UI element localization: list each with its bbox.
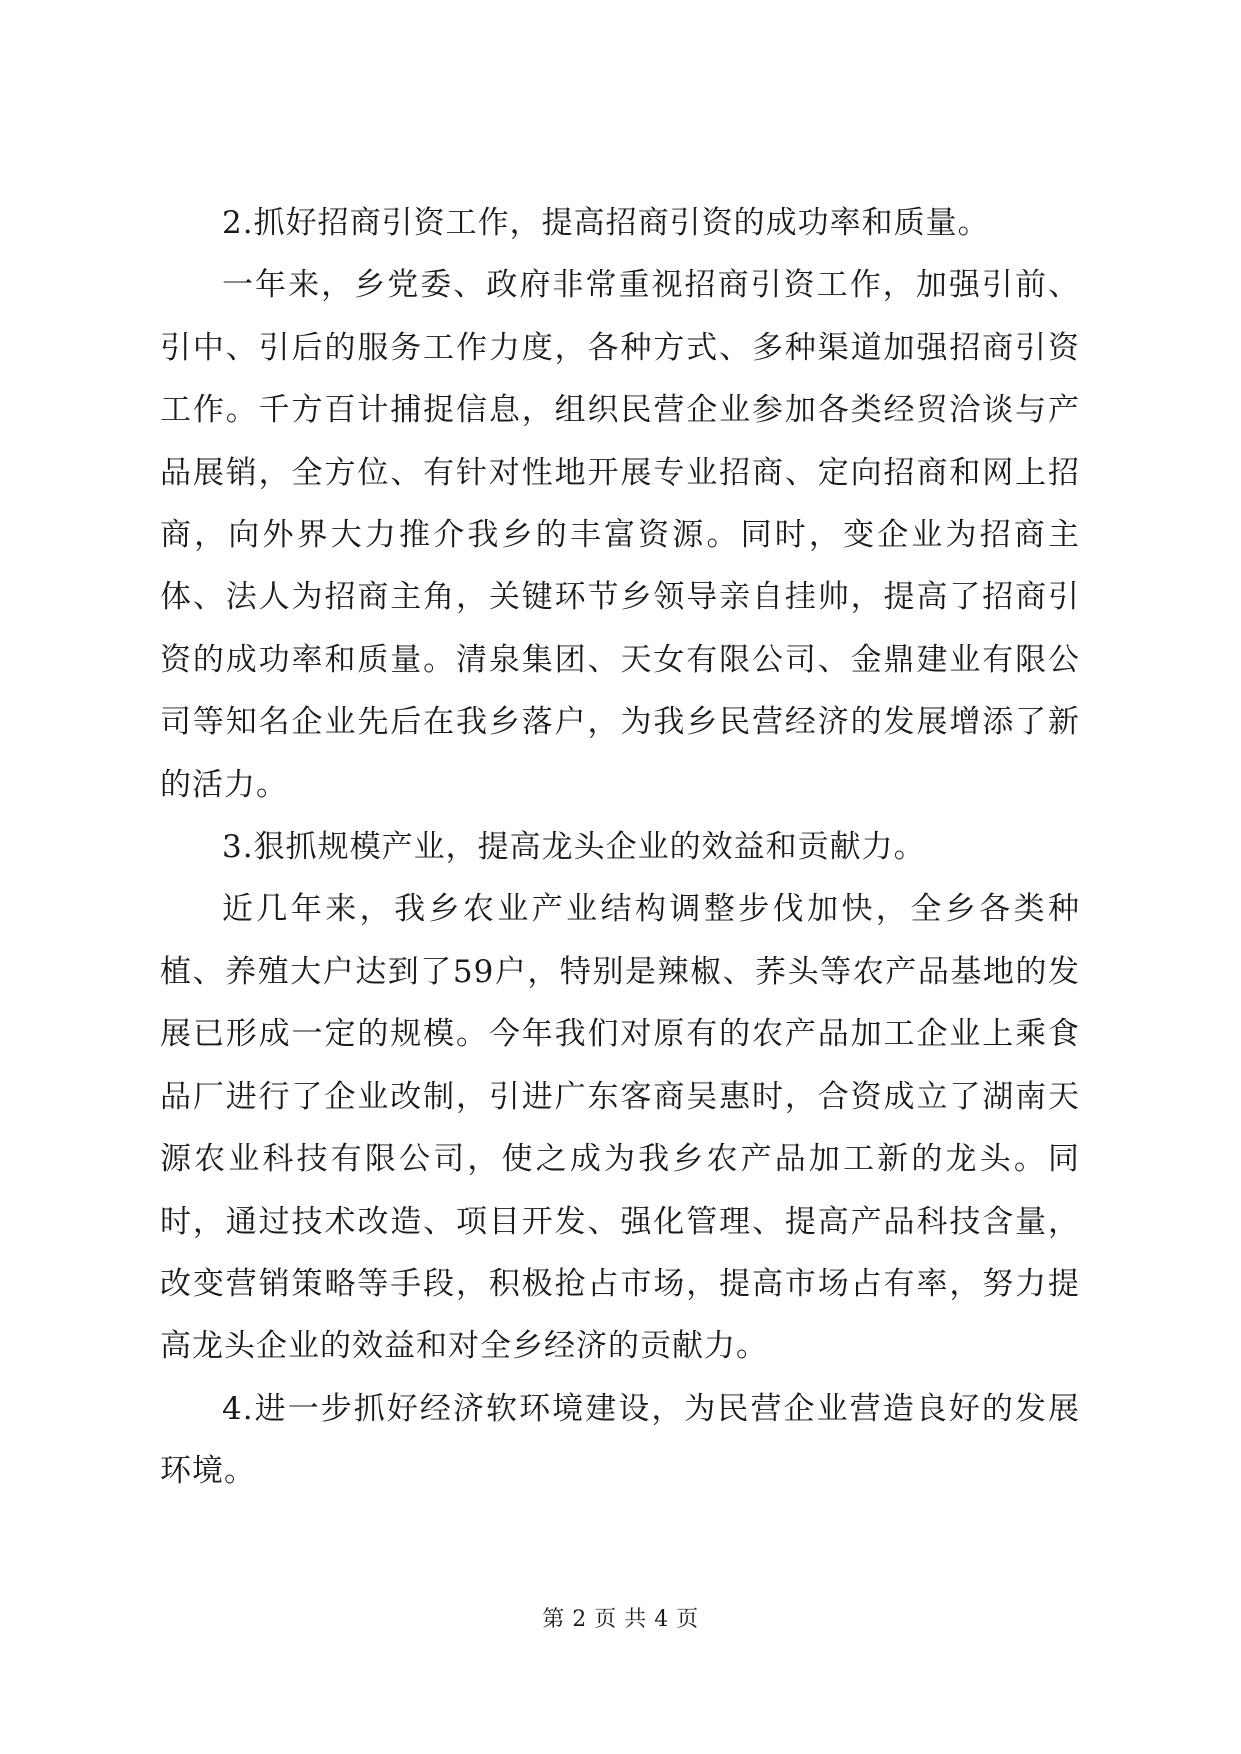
paragraph-heading-3: 3.狠抓规模产业，提高龙头企业的效益和贡献力。 <box>222 829 926 866</box>
page-number-footer: 第 2 页 共 4 页 <box>542 1607 699 1632</box>
paragraph-heading-4: 4.进一步抓好经济软环境建设，为民营企业营造良好的发展环境。 <box>160 1390 1080 1490</box>
paragraph-heading-2: 2.抓好招商引资工作，提高招商引资的成功率和质量。 <box>222 205 990 241</box>
paragraph-investment-work: 一年来，乡党委、政府非常重视招商引资工作，加强引前、引中、引后的服务工作力度，各种方式、多种渠道加强招商引资工作。千方百计捕捉信息，组织民营企业参加各类经贸洽谈与产品展销，全方位、有针对性地开展专业招商、定向招商和网上招商，向外界大力推介我乡的丰富资源。同时，变企业为招商主体、法人为招商主角，关键环节乡领导亲自挂帅，提高了招商引资的成功率和质量。清泉集团、天女有限公司、金鼎建业有限公司等知名企业先后在我乡落户，为我乡民营经济的发展增添了新的活力。 <box>160 267 1080 803</box>
document-body <box>160 192 1080 1503</box>
paragraph-leading-enterprises: 近几年来，我乡农业产业结构调整步伐加快，全乡各类种植、养殖大户达到了59户，特别是辣椒、荞头等农产品基地的发展已形成一定的规模。今年我们对原有的农产品加工企业上乘食品厂进行了企业改制，引进广东客商吴惠时，合资成立了湖南天源农业科技有限公司，使之成为我乡农产品加工新的龙头。同时，通过技术改造、项目开发、强化管理、提高产品科技含量，改变营销策略等手段，积极抢占市场，提高市场占有率，努力提高龙头企业的效益和对全乡经济的贡献力。 <box>160 891 1080 1365</box>
